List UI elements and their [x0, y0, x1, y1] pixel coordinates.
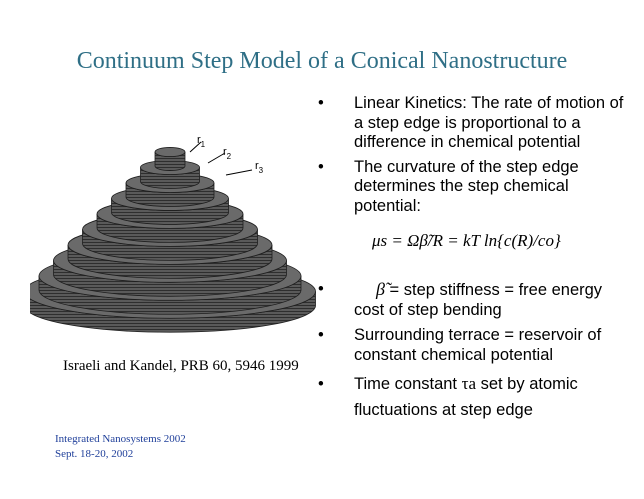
bullet-linear-kinetics: • Linear Kinetics: The rate of motion of a step edge is proportional to a difference in chemical potential — [318, 94, 624, 151]
bullet-curvature: • The curvature of the step edge determines the step chemical potential: — [318, 157, 579, 215]
bullet-dot: • — [318, 280, 324, 298]
bullet-time-constant: • Time constant τa set by atomic fluctuations at step edge — [318, 371, 634, 423]
label-r1: $r_1$ — [197, 134, 206, 149]
bullet-terrace-reservoir: • Surrounding terrace = reservoir of constant chemical potential — [318, 326, 602, 364]
label-r2: $r_2$ — [223, 146, 232, 161]
bullet-dot: • — [318, 326, 324, 344]
slide-title: Continuum Step Model of a Conical Nanostructure — [76, 48, 568, 74]
chemical-potential-equation: μs = Ωβ̃/R = kT ln{c(R)/co} — [372, 231, 561, 250]
bullet-step-stiffness: • β̃ = step stiffness = free energy cost of step bending — [318, 279, 603, 319]
conical-nanostructure-figure — [30, 125, 320, 340]
step-tiers — [30, 147, 316, 332]
tau-symbol: τa — [461, 374, 476, 393]
footer-dates: Sept. 18-20, 2002 — [55, 448, 134, 460]
citation: Israeli and Kandel, PRB 60, 5946 1999 — [63, 358, 299, 374]
bullet-dot: • — [318, 94, 324, 112]
footer — [55, 432, 186, 462]
footer-conference: Integrated Nanosystems 2002 — [55, 433, 186, 445]
beta-tilde-symbol: β̃ — [376, 279, 385, 299]
label-r3: $r_3$ — [255, 160, 264, 175]
bullet-list — [318, 94, 634, 423]
bullet-dot: • — [318, 375, 324, 393]
step-tier-top — [155, 147, 185, 156]
bullet-dot: • — [318, 157, 324, 176]
